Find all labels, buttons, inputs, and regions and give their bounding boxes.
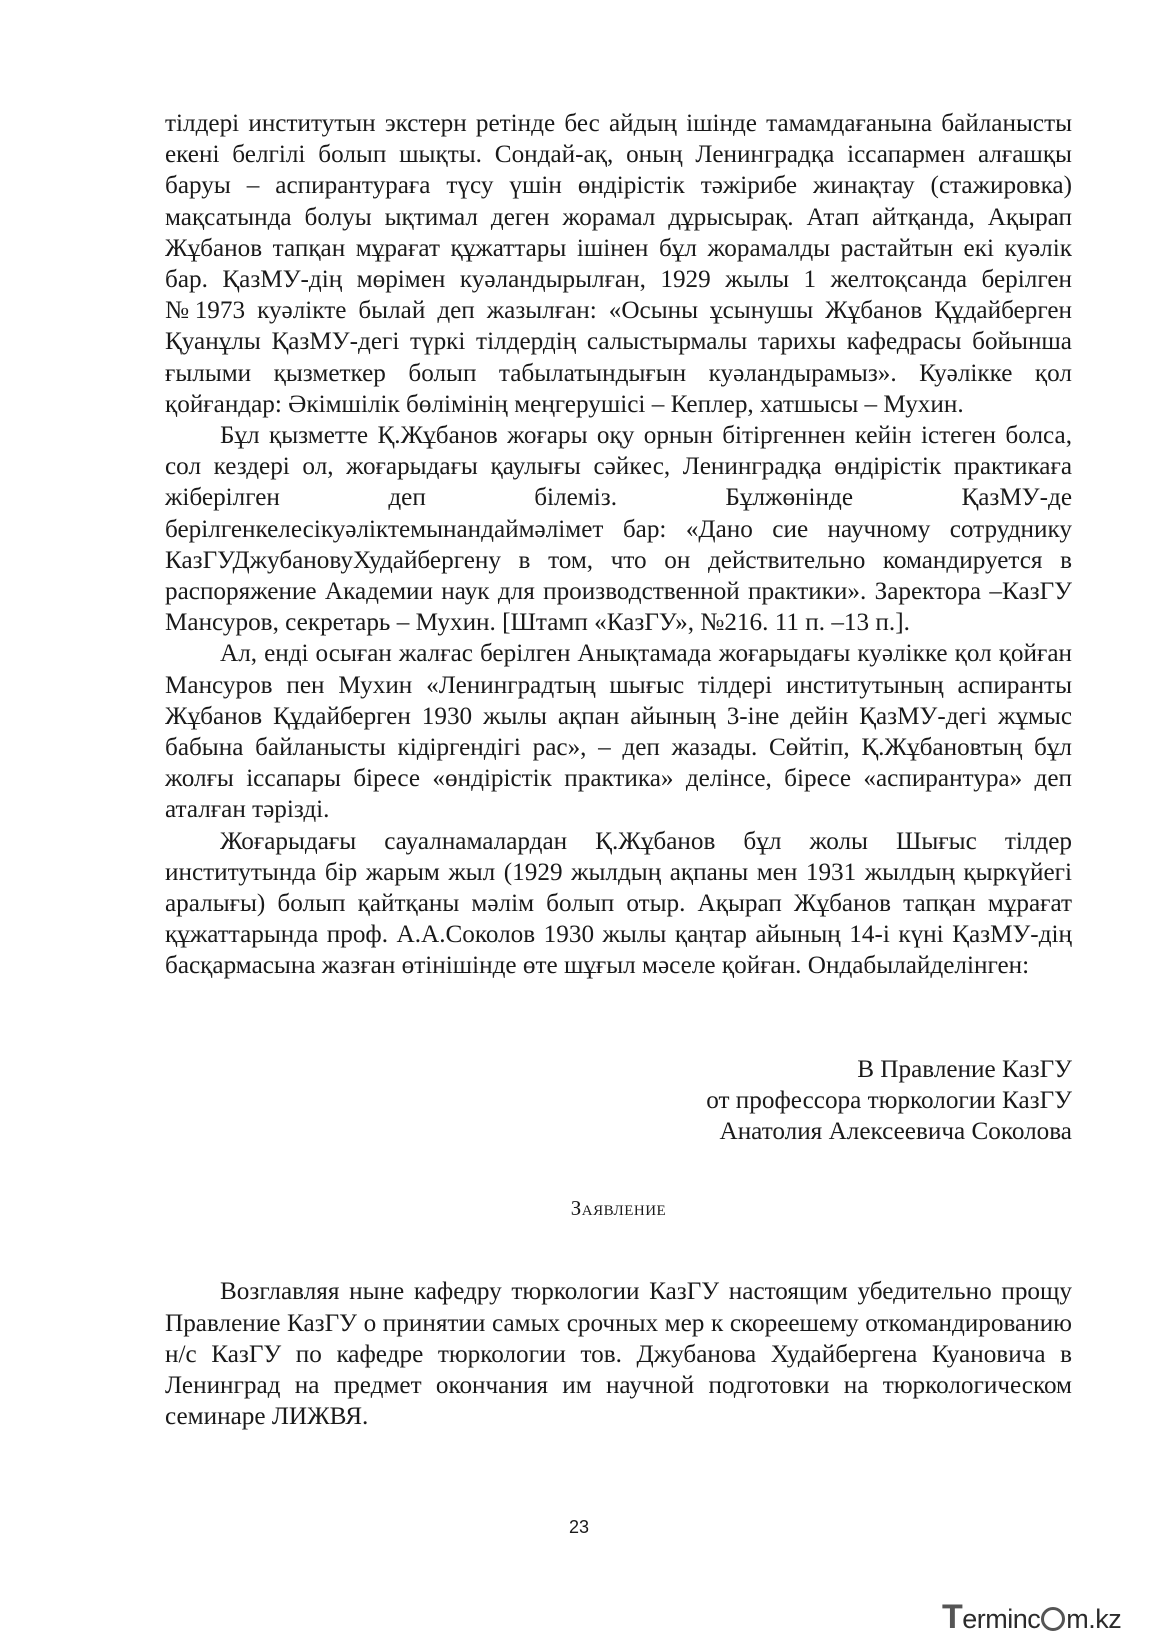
addressee-line-3: Анатолия Алексеевича Соколова — [719, 1118, 1072, 1146]
addressee-line-2: от профессора тюркологии КазГУ — [706, 1086, 1072, 1114]
page-body — [165, 108, 1072, 1432]
logo-t-mark: T — [942, 1598, 963, 1636]
logo-o-icon — [1041, 1607, 1065, 1631]
page-number: 23 — [568, 1517, 590, 1537]
paragraph-1: тілдері институтын экстерн ретінде бес айдың ішінде тамамдағанына байланысты екені белгілі болып шықты. Сондай-ақ, оның Ленинградқа іссапармен алғашқы баруы – аспирантураға түсу үшін өндірістік тәжірибе жинақтау (стажировка) мақсатында болуы ықтимал деген жорамал дұрысырақ. Атап айтқанда, Ақырап Жұбанов тапқан мұрағат құжаттары ішінен бұл жорамалды растайтын екі куәлік бар. ҚазМУ-дің мөрімен куәландырылған, 1929 жылы 1 желтоқсанда берілген №1973 куәлікте былай деп жазылған: «Осыны ұсынушы Жұбанов Құдайберген Қуанұлы ҚазМУ-дегі түркі тілдердің салыстырмалы тарихы кафедрасы бойынша ғылыми қызметкер болып табылатындығын куәландырамыз». Куәлікке қол қойғандар: Әкімшілік бөлімінің меңгерушісі – Кеплер, хатшысы – Мухин. — [165, 110, 1072, 418]
termincom-logo — [942, 1598, 1142, 1634]
letter-addressee — [165, 1054, 1072, 1148]
paragraph-4: Жоғарыдағы сауалнамалардан Қ.Жұбанов бұл жолы Шығыс тілдер институтында бір жарым жыл (1929 жылдың ақпаны мен 1931 жылдың қыркүйегі аралығы) болып қайтқаны мәлім болып отыр. Ақырап Жұбанов тапқан мұрағат құжаттарында проф. А.А.Соколов 1930 жылы қаңтар айының 14-і күні ҚазМУ-дің басқармасына жазған өтінішінде өте шұғыл мәселе қойған. Ондабылайделінген: — [165, 827, 1072, 980]
paragraph-3: Ал, енді осыған жалғас берілген Анықтамада жоғарыдағы куәлікке қол қойған Мансуров пен Мухин «Ленинградтың шығыс тілдері институтының аспиранты Жұбанов Құдайберген 1930 жылы ақпан айының 3-іне дейін ҚазМУ-дегі жұмыс бабына байланысты кідіргендігі рас», – деп жазады. Сөйтіп, Қ.Жұбановтың бұл жолғы іссапары біресе «өндірістік практика» делінсе, біресе «аспирантура» деп аталған тәрізді. — [165, 640, 1072, 824]
logo-text-part: erminc — [962, 1604, 1041, 1634]
addressee-line-1: В Правление КазГУ — [857, 1055, 1072, 1083]
paragraph-2: Бұл қызметте Қ.Жұбанов жоғары оқу орнын бітіргеннен кейін істеген болса, сол кездері ол, жоғарыдағы қаулығы сәйкес, Ленинградқа өндірістік практикаға жіберілген деп білеміз. Бұлжөнінде ҚазМУ-де берілгенкелесікуәліктемынандаймәлімет бар: «Дано сие научному сотруднику КазГУДжубановуХудайбергену в том, что он действительно командируется в распоряжение Академии наук для производственной практики». Заректора –КазГУ Мансуров, секретарь – Мухин. [Штамп «КазГУ», №216. 11 п. –13 п.]. — [165, 422, 1072, 637]
statement-heading: Заявление — [570, 1196, 667, 1221]
logo-text-end: m.kz — [1066, 1604, 1122, 1634]
statement-body: Возглавляя ныне кафедру тюркологии КазГУ настоящим убедительно прощу Правление КазГУ о принятии самых срочных мер к скореешему откомандированию н/с КазГУ по кафедре тюркологии тов. Джубанова Худайбергена Куановича в Ленинград на предмет окончания им научной подготовки на тюркологическом семинаре ЛИЖВЯ. — [165, 1278, 1072, 1431]
